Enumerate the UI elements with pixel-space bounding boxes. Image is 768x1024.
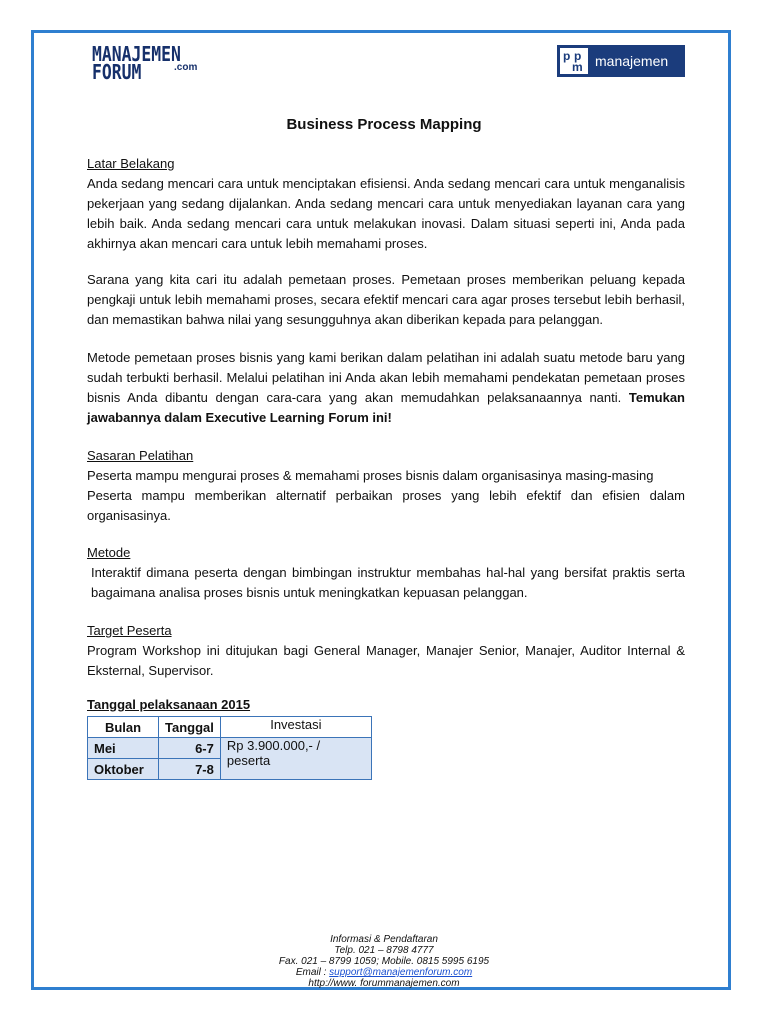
footer-website: http://www. forummanajemen.com [308,978,460,989]
footer-email-link[interactable]: support@manajemenforum.com [329,967,473,978]
paragraph: Peserta mampu mengurai proses & memahami proses bisnis dalam organisasinya masing-masing [87,468,654,483]
paragraph-bold: Temukan jawabannya dalam Executive Learning Forum ini! [87,390,685,425]
manajemenforum-logo [92,42,218,84]
paragraph: Sarana yang kita cari itu adalah pemetaan proses. Pemetaan proses memberikan peluang kepada pengkaji untuk lebih memahami proses, secara efektif mencari cara agar proses tersebut lebih berhasil, dan memastikan bahwa nilai yang sesungguhnya akan diberikan kepada para pelanggan. [87,272,685,327]
ppm-manajemen-logo [557,45,685,77]
footer-email-label: Email : [295,967,330,978]
footer-phone: Telp. 021 – 8798 4777 [334,945,434,956]
logo-line-manajemen: MANAJEMEN [92,42,181,66]
paragraph: Program Workshop ini ditujukan bagi General Manager, Manajer Senior, Manajer, Auditor Internal & Eksternal, Supervisor. [87,643,685,678]
header-bulan: Bulan [88,717,159,738]
ppm-mark: p p m [559,47,589,75]
cell-bulan: Oktober [88,759,159,780]
cell-tanggal: 7-8 [159,759,221,780]
heading-target-peserta: Target Peserta [87,623,172,638]
section-sasaran-pelatihan [87,446,685,526]
table-row [88,738,372,759]
heading-latar-belakang: Latar Belakang [87,156,175,171]
cell-bulan: Mei [88,738,159,759]
section-target-peserta [87,621,685,681]
section-latar-belakang [87,154,685,254]
paragraph: Anda sedang mencari cara untuk menciptakan efisiensi. Anda sedang mencari cara untuk menganalisis pekerjaan yang sedang dijalankan. Anda sedang mencari cara untuk menyediakan layanan cara yang lebih baik. Anda sedang mencari cara untuk melakukan inovasi. Dalam situasi seperti ini, Anda pada akhirnya akan mencari cara untuk lebih memahami proses. [87,176,685,251]
table-header-row [88,717,372,738]
section-sarana [87,270,685,330]
footer-email-line [0,967,768,978]
logo-manajemen-text: manajemen [595,53,669,69]
paragraph [87,348,685,428]
heading-sasaran-pelatihan: Sasaran Pelatihan [87,448,194,463]
header-tanggal: Tanggal [159,717,221,738]
header-investasi: Investasi [220,717,371,738]
schedule-table [87,716,372,780]
footer-info: Informasi & Pendaftaran [330,934,438,945]
paragraph: Peserta mampu memberikan alternatif perbaikan proses yang lebih efektif dan efisien dalam organisasinya. [87,488,685,523]
footer-contact [0,934,768,989]
document-title: Business Process Mapping [286,116,482,133]
section-tanggal [87,695,685,715]
cell-tanggal: 6-7 [159,738,221,759]
heading-metode: Metode [87,545,131,560]
footer-fax: Fax. 021 – 8799 1059; Mobile. 0815 5995 6195 [278,956,490,967]
heading-tanggal-pelaksanaan: Tanggal pelaksanaan 2015 [87,697,251,712]
cell-investasi: Rp 3.900.000,- / peserta [220,738,371,780]
logo-com: .com [174,62,198,73]
section-metode [87,543,685,603]
logo-line-forum: FORUM [92,60,142,84]
paragraph: Interaktif dimana peserta dengan bimbingan instruktur membahas hal-hal yang bersifat praktis serta bagaimana analisa proses bisnis untuk meningkatkan kepuasan pelanggan. [91,565,685,600]
section-metode-pemetaan [87,348,685,428]
paragraph-text: Metode pemetaan proses bisnis yang kami berikan dalam pelatihan ini adalah suatu metode baru yang sudah terbukti berhasil. Melalui pelatihan ini Anda akan lebih memahami pendekatan pemetaan proses bisnis Anda dibantu dengan cara-cara yang akan memudahkan pelaksanaannya nanti. [87,350,685,405]
